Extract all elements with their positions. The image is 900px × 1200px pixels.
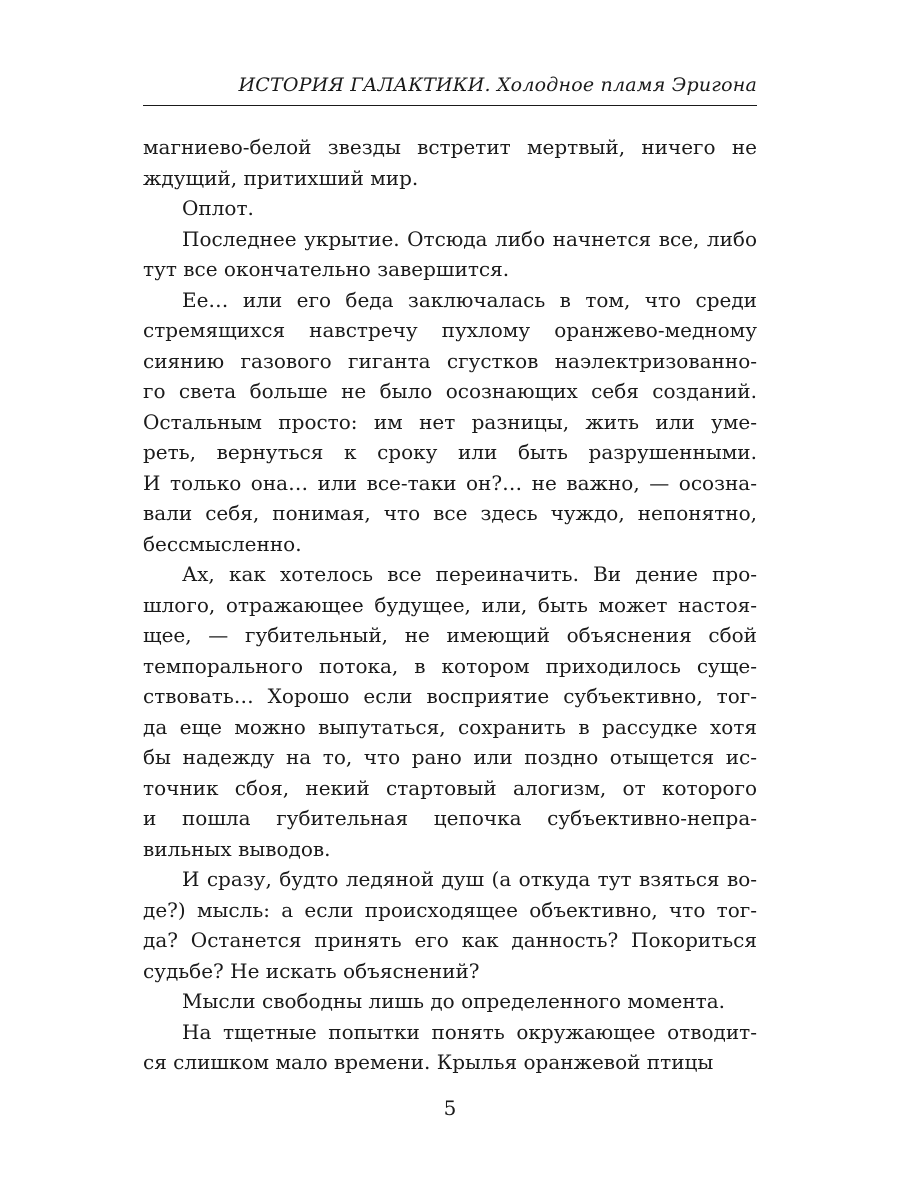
running-header-subtitle: Холодное пламя Эригона (496, 74, 757, 96)
paragraph (143, 1017, 757, 1078)
text-line: ствовать… Хорошо если восприятие субъективно, тог- (143, 684, 757, 708)
text-line: вильных выводов. (143, 836, 331, 861)
text-line: Ее… или его беда заключалась в том, что среди (182, 287, 757, 312)
text-line: да? Останется принять его как данность? Покориться (143, 928, 757, 952)
text-line: судьбе? Не искать объяснений? (143, 958, 480, 983)
text-line: де?) мысль: а если происходящее объективно, что тог- (143, 897, 757, 922)
text-line: щее, — губительный, не имеющий объяснения сбой (143, 623, 757, 647)
paragraph (143, 986, 757, 1017)
text-line: Оплот. (182, 196, 254, 220)
text-line: ся слишком мало времени. Крылья оранжевой птицы (143, 1050, 714, 1074)
text-line: бы надежду на то, что рано или поздно отыщется ис- (143, 745, 757, 769)
text-line: магниево-белой звезды встретит мертвый, ничего не (143, 135, 757, 159)
text-line: И только она… или все-таки он?… не важно, — осозна- (143, 470, 757, 495)
running-header-book-title: ИСТОРИЯ ГАЛАКТИКИ. (238, 74, 491, 96)
paragraph (143, 132, 757, 193)
page-number: 5 (443, 1096, 457, 1120)
text-line: го света больше не было осознающих себя созданий. (143, 379, 757, 403)
text-line: тут все окончательно завершится. (143, 257, 510, 281)
paragraph (143, 224, 757, 285)
header-divider (143, 105, 757, 106)
paragraph (143, 193, 757, 224)
text-line: и пошла губительная цепочка субъективно-непра- (143, 806, 757, 830)
text-line: ждущий, притихший мир. (143, 165, 419, 190)
text-line: Остальным просто: им нет разницы, жить или уме- (143, 409, 757, 434)
text-line: стремящихся навстречу пухлому оранжево-медному (143, 318, 757, 342)
text-line: Последнее укрытие. Отсюда либо начнется все, либо (182, 226, 757, 251)
paragraph (143, 285, 757, 560)
text-line: сиянию газового гиганта сгустков наэлектризованно- (143, 348, 757, 373)
text-line: Мысли свободны лишь до определенного момента. (182, 989, 726, 1013)
text-line: На тщетные попытки понять окружающее отводит- (182, 1019, 757, 1044)
text-line: вали себя, понимая, что все здесь чуждо, непонятно, (143, 501, 757, 525)
body-text (143, 132, 757, 1078)
paragraph (143, 559, 757, 864)
text-line: да еще можно выпутаться, сохранить в рассудке хотя (143, 714, 757, 739)
paragraph (143, 864, 757, 986)
text-line: И сразу, будто ледяной душ (а откуда тут взяться во- (182, 867, 757, 891)
running-header (143, 74, 757, 104)
text-line: реть, вернуться к сроку или быть разрушенными. (143, 440, 757, 464)
text-line: точник сбоя, некий стартовый алогизм, от которого (143, 775, 757, 800)
text-line: шлого, отражающее будущее, или, быть может настоя- (143, 592, 757, 617)
text-line: бессмысленно. (143, 531, 302, 556)
text-line: темпорального потока, в котором приходилось суще- (143, 653, 757, 678)
text-line: Ах, как хотелось все переиначить. Ви дение про- (182, 562, 757, 586)
